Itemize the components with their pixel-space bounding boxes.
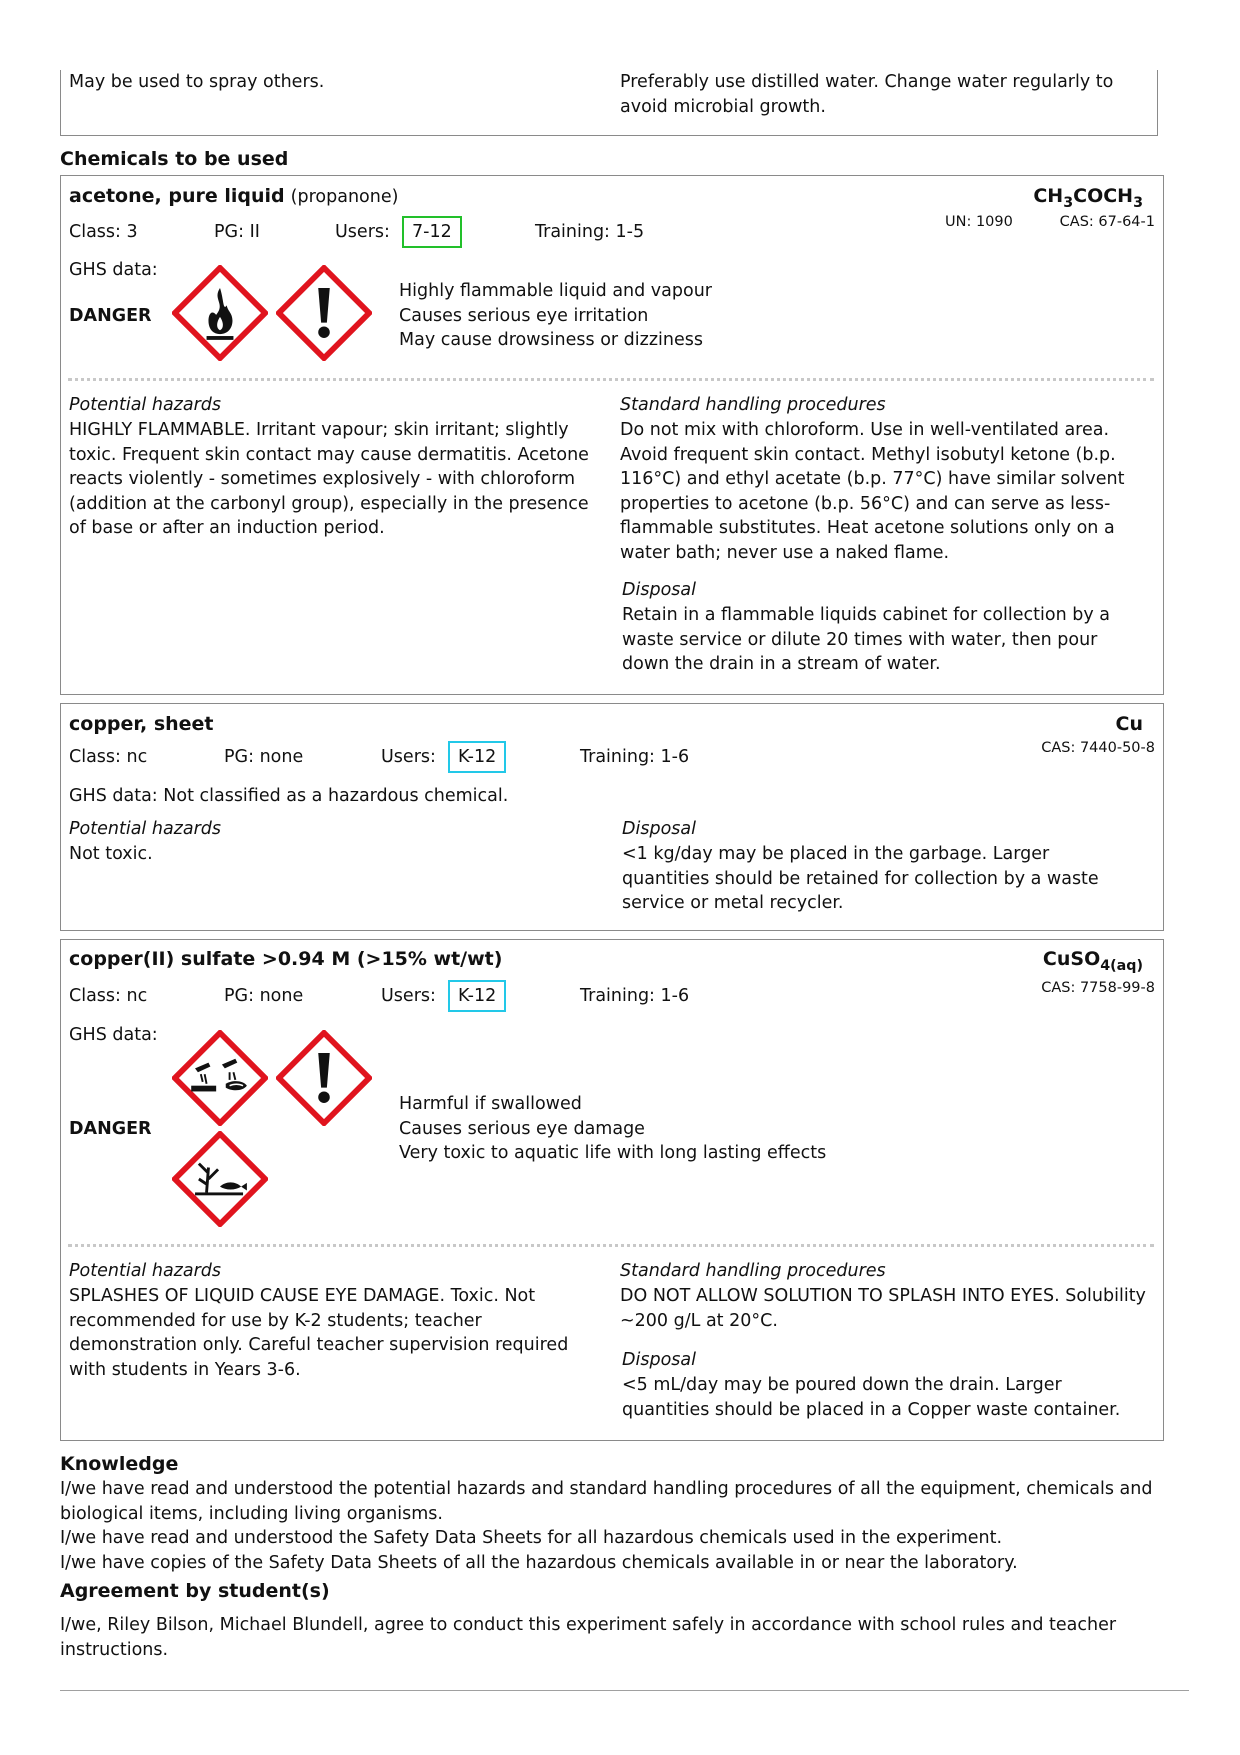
hazards-title: Potential hazards <box>69 1261 221 1281</box>
hazard-statement: Very toxic to aquatic life with long lasting effects <box>399 1143 827 1163</box>
training-label: Training: 1-5 <box>535 222 645 242</box>
hazard-statement: Causes serious eye damage <box>399 1118 645 1139</box>
knowledge-line: I/we have read and understood the Safety Data Sheets for all hazardous chemicals used in the experiment. <box>60 1528 1003 1548</box>
ghs-label: GHS data: <box>69 260 158 280</box>
hazards-text: SPLASHES OF LIQUID CAUSE EYE DAMAGE. Toxic. Not recommended for use by K-2 students; teacher demonstration only. Careful teacher supervision required with students in Years 3-6. <box>69 1286 569 1380</box>
dotted-separator <box>68 1244 1154 1247</box>
exclamation-icon <box>276 265 372 361</box>
environment-icon <box>172 1131 268 1227</box>
un-number: UN: 1090 <box>945 214 1013 230</box>
hazards-title: Potential hazards <box>69 819 221 839</box>
users-badge: 7-12 <box>402 216 462 248</box>
users-label: Users: <box>335 222 390 242</box>
disposal-title: Disposal <box>622 1350 696 1370</box>
signal-word: DANGER <box>69 1119 152 1139</box>
hazard-statements <box>399 279 712 353</box>
knowledge-line: I/we have copies of the Safety Data Sheets of all the hazardous chemicals available in or near the laboratory. <box>60 1552 1018 1573</box>
chemical-name: copper, sheet <box>69 713 214 735</box>
formula-sub: 4(aq) <box>1100 957 1143 974</box>
disposal-title: Disposal <box>622 819 696 839</box>
dotted-separator <box>68 378 1154 381</box>
hazards-text: Not toxic. <box>69 844 153 864</box>
ghs-text: GHS data: Not classified as a hazardous chemical. <box>69 786 509 806</box>
chemical-name <box>69 185 398 207</box>
handling-text: DO NOT ALLOW SOLUTION TO SPLASH INTO EYES. Solubility ~200 g/L at 20°C. <box>620 1286 1146 1331</box>
knowledge-heading: Knowledge <box>60 1453 179 1475</box>
class-label: Class: nc <box>69 986 148 1006</box>
formula-sub: 3 <box>1133 194 1143 211</box>
previous-item-right-text: Preferably use distilled water. Change water regularly to avoid microbial growth. <box>620 72 1114 117</box>
hazard-statement: Harmful if swallowed <box>399 1094 582 1114</box>
pg-label: PG: II <box>214 222 260 242</box>
training-label: Training: 1-6 <box>580 747 690 767</box>
agreement-heading: Agreement by student(s) <box>60 1580 330 1602</box>
cas-number: CAS: 7758-99-8 <box>1041 980 1155 996</box>
footer-rule <box>60 1690 1189 1691</box>
cas-number: CAS: 67-64-1 <box>1059 214 1155 230</box>
class-label: Class: nc <box>69 747 148 767</box>
knowledge-line: I/we have read and understood the potential hazards and standard handling procedures of all the equipment, chemicals and biological items, including living organisms. <box>60 1479 1153 1524</box>
pg-label: PG: none <box>224 986 304 1006</box>
exclamation-icon <box>276 1030 372 1126</box>
disposal-text: <1 kg/day may be placed in the garbage. Larger quantities should be retained for collection by a waste service or metal recycler. <box>622 844 1099 913</box>
ghs-label: GHS data: <box>69 1025 158 1045</box>
hazards-title: Potential hazards <box>69 395 221 415</box>
hazard-statement: May cause drowsiness or dizziness <box>399 330 703 350</box>
handling-title: Standard handling procedures <box>620 395 886 415</box>
chemical-formula <box>1033 185 1143 211</box>
disposal-title: Disposal <box>622 580 696 600</box>
chemical-formula: Cu <box>1115 713 1143 735</box>
hazard-statements <box>399 1092 826 1166</box>
cas-number: CAS: 7440-50-8 <box>1041 740 1155 756</box>
hazards-text: HIGHLY FLAMMABLE. Irritant vapour; skin irritant; slightly toxic. Frequent skin contact may cause dermatitis. Acetone reacts violently - sometimes explosively - with chloroform (addition at the carbonyl group), especially in the presence of base or after an induction period. <box>69 420 589 538</box>
handling-text: Do not mix with chloroform. Use in well-ventilated area. Avoid frequent skin contact. Methyl isobutyl ketone (b.p. 116°C) and ethyl acetate (b.p. 77°C) have similar solvent properties to acetone (b.p. 56°C) and can serve as less-flammable substitutes. Heat acetone solutions only on a water bath; never use a naked flame. <box>620 420 1125 563</box>
users-label: Users: <box>381 986 436 1006</box>
training-label: Training: 1-6 <box>580 986 690 1006</box>
users-badge: K-12 <box>448 980 506 1012</box>
previous-item-left-text: May be used to spray others. <box>69 72 325 92</box>
users-label: Users: <box>381 747 436 767</box>
chemicals-heading: Chemicals to be used <box>60 148 289 170</box>
corrosion-icon <box>172 1030 268 1126</box>
hazard-statement: Causes serious eye irritation <box>399 305 649 326</box>
chemical-name: copper(II) sulfate >0.94 M (>15% wt/wt) <box>69 948 503 970</box>
disposal-text: <5 mL/day may be poured down the drain. Larger quantities should be placed in a Copper waste container. <box>622 1375 1121 1420</box>
hazard-statement: Highly flammable liquid and vapour <box>399 281 712 301</box>
flame-icon <box>172 265 268 361</box>
agreement-text: I/we, Riley Bilson, Michael Blundell, agree to conduct this experiment safely in accordance with school rules and teacher instructions. <box>60 1615 1117 1660</box>
pg-label: PG: none <box>224 747 304 767</box>
chemical-alt-name: (propanone) <box>290 187 399 207</box>
users-badge: K-12 <box>448 741 506 773</box>
disposal-text: Retain in a flammable liquids cabinet for collection by a waste service or dilute 20 times with water, then pour down the drain in a stream of water. <box>622 605 1110 674</box>
formula-sub: 3 <box>1063 194 1074 211</box>
knowledge-text <box>60 1477 1180 1575</box>
class-label: Class: 3 <box>69 222 138 242</box>
formula-part: CuSO <box>1042 948 1101 970</box>
chemical-formula <box>1043 948 1143 974</box>
handling-title: Standard handling procedures <box>620 1261 886 1281</box>
signal-word: DANGER <box>69 306 152 326</box>
formula-part: CH <box>1033 185 1064 207</box>
chemical-name-text: acetone, pure liquid <box>69 185 285 207</box>
formula-part: COCH <box>1073 185 1134 207</box>
